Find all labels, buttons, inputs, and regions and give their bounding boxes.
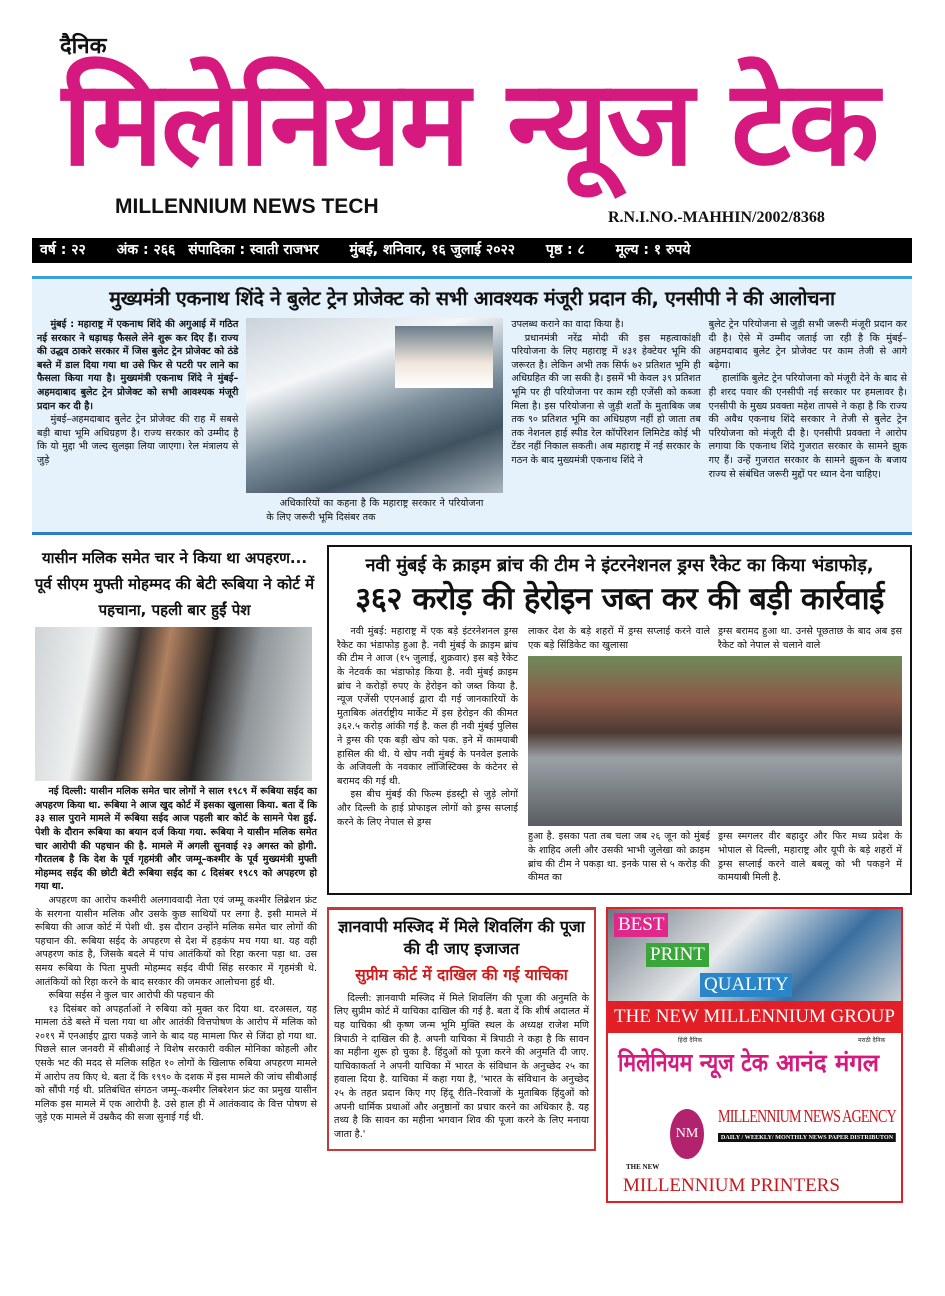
- article-column: [334, 992, 589, 1142]
- article-right-block: [528, 625, 902, 885]
- article-column: [528, 830, 710, 884]
- ad-distribution-tagline: [718, 1133, 896, 1142]
- article-paragraph: रूबिया सईस ने कुल चार आरोपी की पहचान की: [48, 990, 214, 1002]
- article-column: [528, 625, 710, 652]
- article-lead: नई दिल्ली: यासीन मलिक समेत चार लोगों ने साल १९८९ में रूबिया सईद का अपहरण किया था. रूबिया ने आज खुद कोर्ट में इसका खुलासा किया. बता दें कि ३३ साल पुराने मामले में रूबिया सईद आज पहली बार कोर्ट के सामने पेश हुई. पेशी के दौरान रूबिया का बयान दर्ज किया गया. रूबिया ने यासीन मलिक समेत चार आरोपी की पहचान की है. मामले में अगली सुनवाई २३ अगस्त को होगी. गौरतलब है कि देश के पूर्व गृहमंत्री और जम्मू–कश्मीर के पूर्व मुख्यमंत्री मुफ्ती मोहम्मद सईद की छोटी बेटी रूबिया सईद का ८ दिसंबर १९८९ को अपहरण हो गया था.: [35, 786, 317, 893]
- article-headline-text: नवी मुंबई के क्राइम ब्रांच की टीम ने इंटरनेशनल ड्रग्स रैकेट का किया भंडाफोड़,: [365, 555, 874, 577]
- ad-hindi-daily-label: हिंदी दैनिक: [678, 1036, 703, 1044]
- article-paragraph: मुंबई–अहमदाबाद बुलेट ट्रेन प्रोजेक्ट की राह में सबसे बड़ी बाधा भूमि अधिग्रहण है। राज्य सरकार को उम्मीद है कि यो मुद्दा भी जल्द सुलझा लिया जाएगा। रेल मंत्रालय से जुड़े: [37, 414, 239, 466]
- article-column: [718, 625, 902, 652]
- article-paragraph: बुलेट ट्रेन परियोजना से जुड़ी सभी जरूरी मंजूरी प्रदान कर दी है। ऐसे में उम्मीद जताई जा रही है कि मुंबई–अहमदाबाद बुलेट ट्रेन प्रोजेक्ट पर काम तेजी से आगे बढ़ेगा।: [708, 319, 907, 371]
- article-paragraph: उपलब्ध कराने का वादा किया है।: [511, 319, 624, 330]
- article-lead: नवी मुंबई: महाराष्ट्र में एक बड़े इंटरनेशनल ड्रग्स रैकेट का भंडाफोड़ हुआ है. नवी मुंबई के क्राइम ब्रांच की टीम ने आज (१५ जुलाई, शुक्रवार) इस बड़े रैकेट के नेटवर्क का भंडाफोड़ किया है. नवी मुंबई क्राइम ब्रांच ने करोड़ों रुपए के हेरोइन को जब्त किया है. न्यूज एजेंसी एएनआई द्वारा दी गई जानकारियों के मुताबिक अंतर्राष्ट्रीय मार्केट में इस हेरोइन की कीमत ३६२.५ करोड़ आंकी गई है. कल ही नवी मुंबई पुलिस ने ड्रग्स की एक बड़ी खेप को पक. ड़ने में कामयाबी हासिल की थी. ये खेप नवी मुंबई के पनवेल इलाके के अजिवली के नवकार लॉजिस्टिक्स के कंटेनर से बरामद की गई थी.: [337, 626, 518, 787]
- article-paragraph: अधिकारियों का कहना है कि महाराष्ट्र सरकार ने परियोजना के लिए जरूरी भूमि दिसंबर तक: [266, 498, 484, 523]
- masthead-title: [62, 54, 892, 192]
- ad-tag-best: BEST: [614, 913, 668, 937]
- article-paragraph: १३ दिसंबर को अपहर्ताओं ने रुबिया को मुक्त कर दिया था. दरअसल, यह मामला ठंडे बस्ते में चला गया था और आतंकी वित्तपोषण के आरोप में मलिक को २०१९ में एनआईए द्वारा पकड़े जाने के बाद यह मामला फिर से जिंदा हो गया था. पिछले साल जनवरी में सीबीआई ने विशेष सरकारी वकील मोनिका कोहली और एसके भट की मदद से मलिक सहित १० लोगों के खिलाफ रुबिया अपहरण मामले में आरोप तय किए थे. बता दें कि १९९० के दशक में इस मामले की जांच सीबीआई को सौंपी गई थी. प्रतिबंधित संगठन जम्मू–कश्मीर लिबरेशन फ्रंट का प्रमुख यासीन मलिक इस मामले में एक आरोपी है. उसे हाल ही में आतंकवाद के वित्त पोषण से जुड़े एक मामले में उम्रकैद की सजा सुनाई गई थी.: [35, 1003, 317, 1124]
- ad-agency-name: [718, 1105, 896, 1127]
- police-seizure-photo: [528, 656, 902, 826]
- article-column: [718, 830, 902, 884]
- ad-group-name: [608, 1001, 901, 1033]
- yasin-malik-photo: [35, 627, 312, 781]
- article-column: [337, 625, 518, 829]
- article-gyanvapi: [327, 907, 596, 1152]
- article-headline-text: मुख्यमंत्री एकनाथ शिंदे ने बुलेट ट्रेन प्रोजेक्ट को सभी आवश्यक मंजूरी प्रदान की, एनसीपी ने की आलोचना: [109, 287, 835, 310]
- right-column: [327, 545, 912, 1203]
- ad-marathi-daily-label: मराठी दैनिक: [858, 1036, 886, 1044]
- masthead-daily-label: दैनिक: [60, 34, 107, 59]
- issue-info-line: [40, 238, 716, 263]
- article-paragraph: लाकर देश के बड़े शहरों में ड्रग्स सप्लाई करने वाले एक बड़े सिंडिकेट का खुलासा: [528, 626, 710, 651]
- article-paragraph: ड्रग्स स्मगलर वीर बहादुर और फिर मध्य प्रदेश के भोपाल से दिल्ली, महाराष्ट्र और यूपी के बड़े शहरों में ड्रग्स सप्लाई करने वाले बबलू को भी पकड़ने में कामयाबी मिली है.: [718, 831, 902, 884]
- masthead-title-text: मिलेनियम न्यूज टेक: [62, 54, 878, 192]
- nm-logo-icon: NM: [670, 1109, 704, 1159]
- editor: संपादिका : स्वाती राजभर: [188, 242, 319, 258]
- article-bullet-train: [32, 276, 912, 535]
- pages: पृष्ठ : ८: [545, 242, 585, 258]
- article-column: [37, 318, 238, 468]
- cm-inset-photo: [395, 326, 493, 388]
- article-drugs-racket: [327, 545, 912, 895]
- ad-printers-name: [623, 1175, 893, 1197]
- article-rubaiya: [32, 785, 317, 1125]
- ad-paper-marathi-text: आनंद मंगल: [776, 1048, 880, 1077]
- article-subheadline: सुप्रीम कोर्ट में दाखिल की गई याचिका: [355, 965, 568, 984]
- masthead: [0, 0, 945, 238]
- price: मूल्य : १ रुपये: [615, 242, 691, 258]
- ad-group-name-text: THE NEW MILLENNIUM GROUP: [614, 1005, 895, 1027]
- year: वर्ष : २२: [40, 242, 86, 258]
- masthead-english-title: MILLENNIUM NEWS TECH: [115, 195, 379, 218]
- article-subheadline: [337, 579, 902, 619]
- ad-distribution-tagline-text: DAILY / WEEKLY/ MONTHLY NEWS PAPER DISTRIBUTON: [718, 1133, 896, 1142]
- ad-paper-hindi: [618, 1047, 768, 1079]
- article-paragraph: ड्रग्स बरामद हुआ था. उनसे पूछताछ के बाद अब इस रैकेट को नेपाल से चलाने वाले: [718, 626, 902, 651]
- advertisement-millennium-group: [606, 907, 903, 1203]
- rni-number: [608, 208, 908, 228]
- article-paragraph: हालांकि बुलेट ट्रेन परियोजना को मंजूरी देने के बाद से ही शरद पवार की एनसीपी नई सरकार पर हमलावर है। एनसीपी के मुख्य प्रवक्ता महेश तापसे ने कहा है कि राज्य की अवैध एकनाथ शिंदे सरकार ने तेजी से बुलेट ट्रेन परियोजना को मंजूरी दी है। एनसीपी प्रवक्ता ने आरोप लगाया कि एकनाथ शिंदे गुजरात सरकार के सामने झुक गए हैं। उन्हें गुजरात सरकार के सामने झुकन के बजाय राज्य से संबंधित जरूरी मुद्दों पर ध्यान देना चाहिए।: [708, 373, 907, 480]
- date: मुंबई, शनिवार, १६ जुलाई २०२२: [349, 242, 516, 258]
- article-body: दिल्ली: ज्ञानवापी मस्जिद में मिले शिवलिंग की पूजा की अनुमति के लिए सुप्रीम कोर्ट में याचिका दाखिल की गई है. बता दें कि शीर्ष अदालत में यह याचिका श्री कृष्ण जन्म भूमि मुक्ति स्थल के अध्यक्ष राजेश मणि त्रिपाठी ने दाखिल की है. अपनी याचिका में त्रिपाठी ने कहा है कि सावन का महीना शुरू हो चुका है. हिंदुओं को पूजा करने की अनुमति दी जाए. याचिकाकर्ता ने अपनी याचिका में भारत के संविधान के अनुच्छेद २५ का हवाला दिया है. याचिका में कहा गया है, 'भारत के संविधान के अनुच्छेद २५ के तहत प्रदान किए गए हिंदू रीति–रिवाजों के मुताबिक हिंदुओं को अपनी धार्मिक प्रथाओं और अनुष्ठानों का प्रचार करने का अधिकार है. यह तथ्य है कि सावन का महीना भगवान शिव की पूजा करने के लिए मनाया जाता है.': [334, 992, 589, 1140]
- article-paragraph: अपहरण का आरोप कश्मीरी अलगाववादी नेता एवं जम्मू कश्मीर लिब्रेशन फ्रंट के सरगना यासीन मलिक और उसके कुछ साथियों पर लगा है. इसी मामले में रूबिया की आज कोर्ट में पेशी थी. इस दौरान उन्होंने मलिक समेत चार लोगों की पहचान की. रूबिया सईद के अपहरण से देश में हड़कंप मच गया था. यह वही अपहरण कांड है, जिसके बदले में पांच आतंकियों को रिहा करना पड़ा था. उस समय रूबिया के पिता मुफ्ती मोहम्मद सईद वीपी सिंह सरकार में गृहमंत्री थे. आतंकियों को रिहा करने के बाद सरकार की जमकर आलोचना हुई थी.: [35, 894, 317, 988]
- left-column: [32, 545, 317, 1125]
- ad-paper-marathi: [776, 1047, 894, 1079]
- ad-the-new-label: THE NEW: [626, 1162, 660, 1171]
- ad-tag-quality: QUALITY: [700, 973, 792, 997]
- ad-paper-hindi-text: मिलेनियम न्यूज टेक: [618, 1047, 768, 1077]
- article-paragraph: प्रधानमंत्री नरेंद्र मोदी की इस महत्वाकांक्षी परियोजना के लिए महाराष्ट्र में ४३१ हेक्टेयर भूमि की जरूरत है। लेकिन अभी तक सिर्फ ७२ प्रतिशत भूमि ही अधिग्रहित की जा सकी है। इसमें भी केवल ३९ प्रतिशत भूमि पर ही परियोजना पर काम रही एजेंसी को कब्जा मिला है। इस परियोजना से जुड़ी शर्तों के मुताबिक जब तक ९० प्रतिशत भूमि का अधिग्रहण नहीं हो जाता तब तक नेशनल हाई स्पीड रेल कॉर्पोरेशन लिमिटेड कोई भी टेंडर नहीं निकाल सकती। अब महाराष्ट्र में नई सरकार के गठन के बाद मुख्यमंत्री एकनाथ शिंदे ने: [511, 332, 701, 466]
- article-headline: [337, 553, 902, 579]
- article-headline: ज्ञानवापी मस्जिद में मिले शिवलिंग की पूजा की दी जाए इजाजत: [338, 916, 585, 958]
- article-paragraph: हुआ है. इसका पता तब चला जब २६ जून को मुंबई के शाहिद अली और उसकी भाभी जुलेखा को क्राइम ब्रांच की टीम ने पकड़ा था. इनके पास से ५ करोड़ की कीमत का: [528, 831, 710, 884]
- issue: अंक : २६६: [116, 242, 176, 258]
- ad-tag-print: PRINT: [646, 943, 709, 967]
- issue-info-bar: [32, 238, 912, 263]
- article-headline: [37, 286, 907, 312]
- article-headline: यासीन मलिक समेत चार ने किया था अपहरण... पूर्व सीएम मुफ्ती मोहम्मद की बेटी रूबिया ने कोर्ट में पहचाना, पहली बार हुईं पेश: [34, 549, 315, 620]
- ad-printers-name-text: MILLENNIUM PRINTERS: [623, 1174, 840, 1196]
- ad-agency-name-text: MILLENNIUM NEWS AGENCY: [718, 1105, 896, 1126]
- article-column: [511, 318, 700, 468]
- article-subheadline-text: ३६२ करोड़ की हेरोइन जब्त कर की बड़ी कार्रवाई: [355, 581, 884, 618]
- article-lead: मुंबई : महाराष्ट्र में एकनाथ शिंदे की अगुआई में गठित नई सरकार ने धड़ाधड़ फैसले लेने शुरू कर दिए हैं। राज्य की उद्धव ठाकरे सरकार में जिस बुलेट ट्रेन प्रोजेक्ट को ठंडे बस्ते में डाल दिया गया था उसे फिर से पटरी पर लाने का फैसला किया गया है। मुख्यमंत्री एकनाथ शिंदे ने मुंबई–अहमदाबाद बुलेट ट्रेन प्रोजेक्ट को सभी आवश्यक मंजूरी प्रदान कर दी है।: [37, 319, 239, 412]
- bullet-train-photo: [246, 318, 503, 493]
- article-column: [246, 318, 503, 524]
- rni-number-text: R.N.I.NO.-MAHHIN/2002/8368: [608, 209, 825, 226]
- article-paragraph: इस बीच मुंबई की फिल्म इंडस्ट्री से जुड़े लोगों और दिल्ली के हाई प्रोफाइल लोगों को ड्रग्स सप्लाई करने के लिए नेपाल से ड्रग्स: [337, 789, 518, 828]
- article-column: [709, 318, 907, 481]
- printing-press-photo: [608, 909, 901, 1001]
